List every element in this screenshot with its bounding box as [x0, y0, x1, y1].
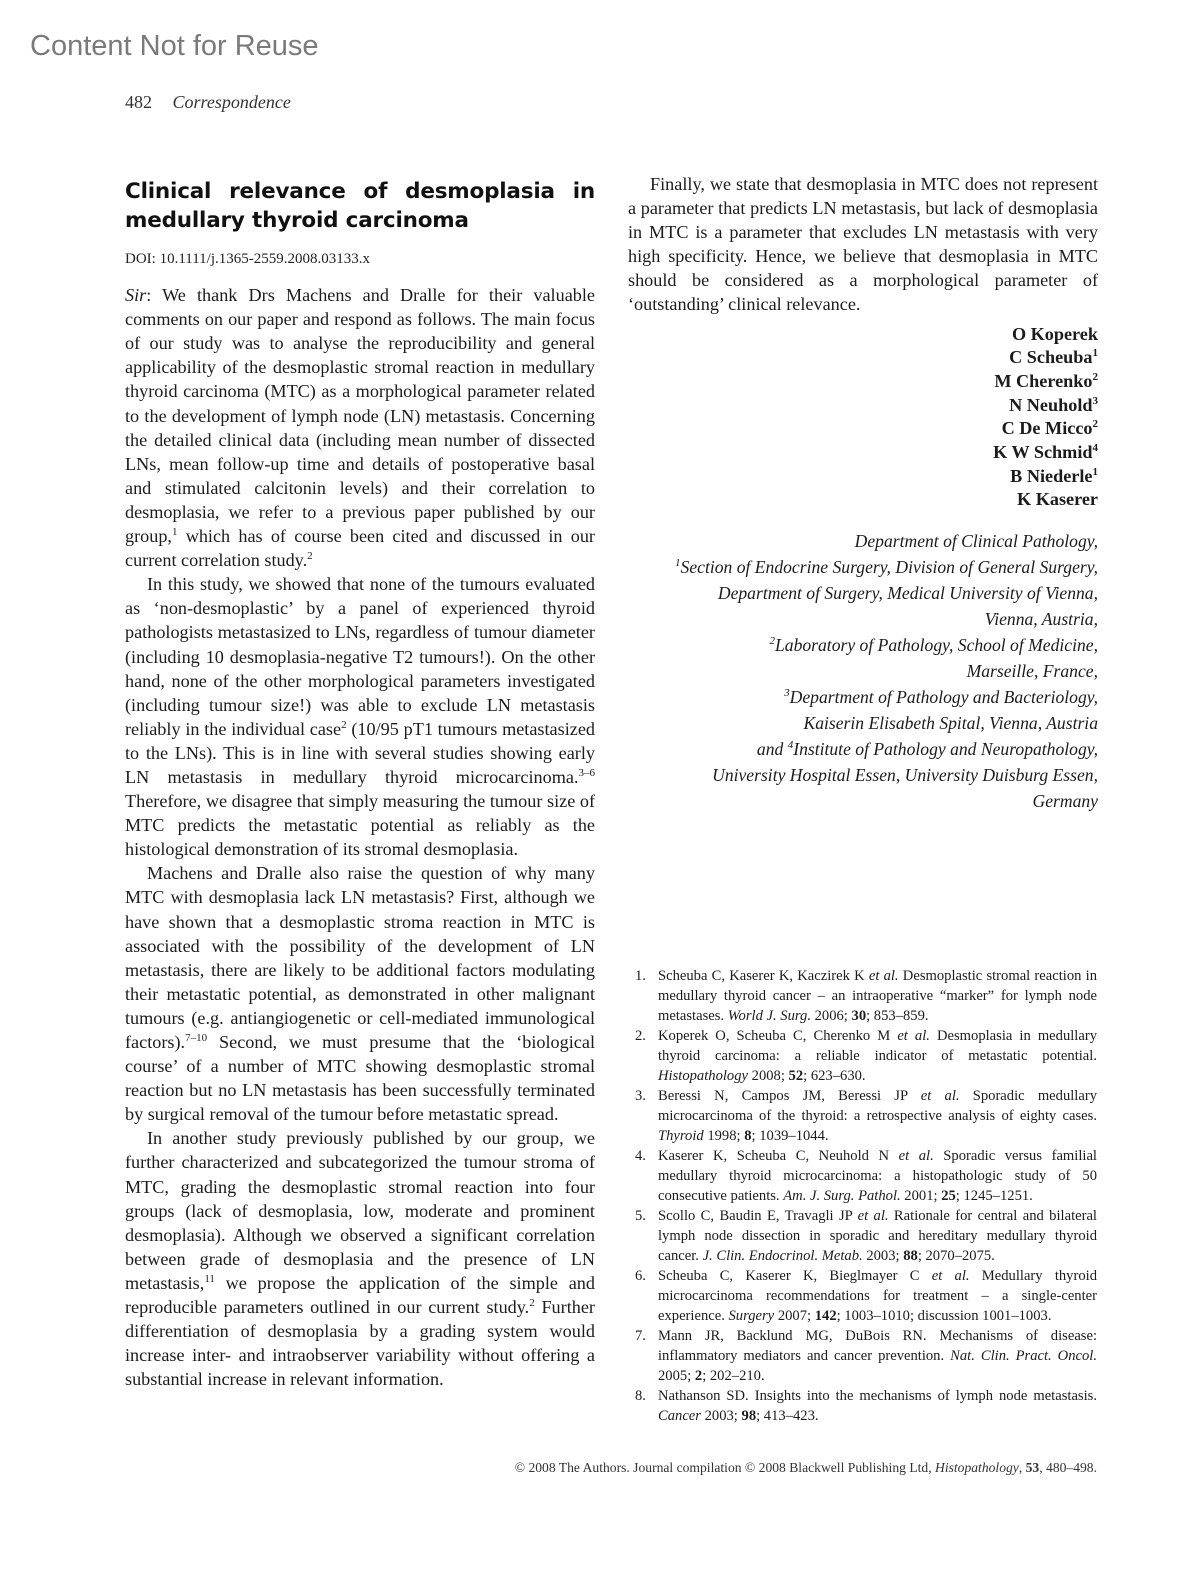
ref-pages: ; 623–630. [803, 1068, 866, 1084]
ref-authors: Scheuba C, Kaserer K, Bieglmayer C [658, 1268, 932, 1284]
paragraph-text: In this study, we showed that none of the tumours evaluated as ‘non-desmoplastic’ by a panel of experienced thyroid pathologists metastasized to LNs, regardless of tumour diameter (including 10 desmoplasia-negative T2 tumours!). On the other hand, none of the other morphological parameters investigated (including tumour size!) was able to exclude LN metastasis reliably in the individual case [125, 574, 595, 739]
reference-text [658, 1326, 1097, 1386]
ref-pages: ; 853–859. [866, 1008, 929, 1024]
ref-title: Desmoplasia in medullary thyroid carcinoma: a reliable indicator of metastatic potential. [658, 1028, 1097, 1064]
citation: 2 [341, 718, 347, 731]
ref-authors: Kaserer K, Scheuba C, Neuhold N [658, 1148, 899, 1164]
affiliation-mark: 1 [1092, 465, 1098, 478]
reference-number: 5. [635, 1208, 646, 1224]
affiliation-text: Department of Clinical Pathology, [854, 531, 1098, 552]
affiliation-mark: 3 [1092, 394, 1098, 407]
reference-number: 4. [635, 1148, 646, 1164]
doi: DOI: 10.1111/j.1365-2559.2008.03133.x [125, 251, 370, 267]
ref-title: Mechanisms of disease: inflammatory mediators and cancer prevention. [658, 1328, 1098, 1364]
watermark: Content Not for Reuse [30, 30, 319, 62]
paragraph-text: we propose the application of the simple and reproducible parameters outlined in our current study. [125, 1272, 595, 1318]
paragraph-text: Further differentiation of desmoplasia by a grading system would increase inter- and intraobserver variability without offering a substantial increase in relevant information. [125, 1297, 595, 1390]
ref-title: Desmoplastic stromal reaction in medullary thyroid cancer – an intraoperative “marker” for lymph node metastases. [658, 968, 1097, 1024]
author-name: K W Schmid [993, 442, 1093, 463]
left-column [125, 172, 595, 1391]
paragraph-text: Finally, we state that desmoplasia in MTC does not represent a parameter that predicts LN metastasis, but lack of desmoplasia in MTC is a parameter that excludes LN metastasis with very high specificity. Hence, we believe that desmoplasia in MTC should be considered as a morphological parameter of ‘outstanding’ clinical relevance. [628, 174, 1098, 315]
affiliation-line [628, 580, 1098, 606]
affiliation-line [628, 554, 1098, 580]
ref-journal: Nat. Clin. Pract. Oncol. [950, 1348, 1097, 1364]
affiliation-mark: 1 [1092, 347, 1098, 360]
author [628, 394, 1098, 418]
copyright-text: © 2008 The Authors. Journal compilation © 2008 Blackwell Publishing Ltd, [514, 1460, 935, 1475]
reference-item [635, 1266, 1097, 1326]
reference-text [658, 1206, 1097, 1266]
affiliation-mark: 2 [1092, 418, 1098, 431]
page-footer [515, 1460, 1097, 1476]
author [628, 441, 1098, 465]
author-name: M Cherenko [994, 370, 1093, 391]
citation: 11 [204, 1272, 215, 1285]
affiliation-mark: 3 [784, 687, 790, 700]
ref-volume: 30 [851, 1008, 867, 1024]
ref-etal: et al. [931, 1268, 970, 1284]
ref-authors: Scheuba C, Kaserer K, Kaczirek K [658, 968, 869, 984]
reference-item [635, 1326, 1097, 1386]
affiliation-mark: 2 [769, 635, 775, 648]
ref-volume: 88 [903, 1248, 918, 1264]
ref-title: Sporadic versus familial medullary thyroid microcarcinoma: a histopathologic study of 50 consecutive patients. [658, 1148, 1097, 1204]
author-name: B Niederle [1010, 465, 1093, 486]
ref-volume: 25 [941, 1188, 956, 1204]
reference-text [658, 1146, 1097, 1206]
ref-etal: et al. [897, 1028, 930, 1044]
author-name: K Kaserer [1017, 489, 1098, 510]
affiliation-mark: 1 [675, 557, 681, 570]
ref-year: 2008; [748, 1068, 789, 1084]
ref-year: 1998; [703, 1128, 745, 1144]
author-name: C De Micco [1001, 418, 1093, 439]
ref-etal: et al. [868, 968, 899, 984]
ref-volume: 2 [694, 1368, 703, 1384]
footer-pages: , 480–498. [1039, 1460, 1097, 1475]
ref-volume: 98 [741, 1408, 757, 1424]
ref-title: Medullary thyroid microcarcinoma recommendations for treatment – a single-center experience. [658, 1268, 1097, 1324]
author [628, 370, 1098, 394]
paragraph-text: which has of course been cited and discussed in our current correlation study. [125, 526, 595, 571]
footer-separator: , [1018, 1460, 1026, 1475]
reference-text [658, 1026, 1097, 1086]
author-list [628, 323, 1098, 513]
ref-authors: Nathanson SD. [658, 1388, 749, 1404]
ref-pages: ; 1245–1251. [955, 1188, 1033, 1204]
article-title: Clinical relevance of desmoplasia in medullary thyroid carcinoma [125, 179, 595, 233]
affiliation-text: Department of Pathology and Bacteriology, [789, 687, 1098, 708]
paragraph-3 [125, 861, 595, 1126]
ref-pages: ; 202–210. [702, 1368, 765, 1384]
ref-authors: Koperek O, Scheuba C, Cherenko M [658, 1028, 898, 1044]
affiliation-text: Laboratory of Pathology, School of Medicine, [774, 635, 1098, 656]
affiliation-line [628, 710, 1098, 736]
reference-number: 1. [635, 968, 646, 984]
ref-authors: Scollo C, Baudin E, Travagli JP [658, 1208, 858, 1224]
affiliation-text: Vienna, Austria, [984, 609, 1098, 630]
affiliation-text: Institute of Pathology and Neuropathology, [793, 739, 1098, 760]
ref-volume: 8 [744, 1128, 752, 1144]
author-name: N Neuhold [1009, 394, 1093, 415]
affiliation-line [628, 528, 1098, 554]
affiliation-line [628, 658, 1098, 684]
ref-journal: J. Clin. Endocrinol. Metab. [702, 1248, 863, 1264]
reference-item [635, 1026, 1097, 1086]
running-head [125, 92, 291, 113]
ref-title: Sporadic medullary microcarcinoma of the thyroid: a retrospective analysis of eighty cases. [658, 1088, 1097, 1124]
ref-year: 2001; [900, 1188, 942, 1204]
ref-journal: Surgery [728, 1308, 775, 1324]
citation: 2 [307, 550, 313, 563]
affiliation-line [628, 736, 1098, 762]
citation: 7–10 [185, 1031, 208, 1044]
affiliation-line [628, 632, 1098, 658]
paragraph-text: In another study previously published by our group, we further characterized and subcategorized the tumour stroma of MTC, grading the desmoplastic stromal reaction into four groups (lack of desmoplasia, low, moderate and prominent desmoplasia). Although we observed a significant correlation between grade of desmoplasia and the presence of LN metastasis, [125, 1128, 595, 1293]
ref-volume: 52 [788, 1068, 804, 1084]
citation: 1 [171, 525, 178, 538]
reference-number: 7. [635, 1328, 646, 1344]
ref-year: 2003; [862, 1248, 904, 1264]
ref-authors: Beressi N, Campos JM, Beressi JP [658, 1088, 921, 1104]
affiliation-text: University Hospital Essen, University Duisburg Essen, [712, 765, 1098, 786]
paragraph-5 [628, 172, 1098, 317]
affiliation-line [628, 684, 1098, 710]
affiliation-text: Section of Endocrine Surgery, Division of General Surgery, [680, 557, 1098, 578]
paragraph-1 [125, 283, 595, 572]
affiliations [628, 528, 1098, 814]
paragraph-text: (10/95 pT1 tumours metastasized to the LNs). This is in line with several studies showing early LN metastasis in medullary thyroid microcarcinoma. [125, 718, 595, 787]
reference-text [658, 1086, 1097, 1146]
ref-journal: Thyroid [658, 1128, 704, 1144]
author [628, 417, 1098, 441]
citation: 3–6 [578, 766, 595, 779]
ref-year: 2007; [774, 1308, 815, 1324]
affiliation-mark: 4 [1092, 442, 1098, 455]
footer-volume: 53 [1025, 1460, 1040, 1475]
reference-list [635, 966, 1097, 1426]
paragraph-text: : We thank Drs Machens and Dralle for their valuable comments on our paper and respond as follows. The main focus of our study was to analyse the reproducibility and general applicability of the desmoplastic stromal reaction in medullary thyroid carcinoma (MTC) as a morphological parameter related to the development of lymph node (LN) metastasis. Concerning the detailed clinical data (including mean number of dissected LNs, mean follow-up time and details of postoperative basal and stimulated calcitonin levels) and their correlation to desmoplasia, we refer to a previous paper published by our group, [125, 285, 595, 547]
citation: 2 [529, 1296, 535, 1309]
page-number: 482 [125, 92, 152, 112]
reference-item [635, 1086, 1097, 1146]
paragraph-4 [125, 1126, 595, 1391]
reference-number: 8. [635, 1388, 646, 1404]
ref-pages: ; 413–423. [756, 1408, 819, 1424]
ref-volume: 142 [814, 1308, 837, 1324]
ref-journal: World J. Surg. [727, 1008, 811, 1024]
reference-text [658, 1266, 1097, 1326]
affiliation-prefix: and [756, 739, 788, 760]
affiliation-line [628, 762, 1098, 788]
reference-item [635, 1206, 1097, 1266]
salutation: Sir [125, 285, 147, 306]
ref-year: 2005; [658, 1368, 695, 1384]
affiliation-line [628, 606, 1098, 632]
footer-journal: Histopathology [935, 1460, 1019, 1475]
ref-journal: Cancer [658, 1408, 701, 1424]
ref-etal: et al. [857, 1208, 889, 1224]
ref-authors: Mann JR, Backlund MG, DuBois RN. [658, 1328, 927, 1344]
author [628, 488, 1098, 512]
ref-pages: ; 1039–1044. [751, 1128, 829, 1144]
ref-journal: Histopathology [658, 1068, 748, 1084]
ref-year: 2003; [700, 1408, 742, 1424]
author-name: O Koperek [1011, 323, 1098, 344]
ref-title: Rationale for central and bilateral lymph node dissection in sporadic and hereditary medullary thyroid cancer. [658, 1208, 1097, 1264]
section-name: Correspondence [172, 92, 291, 112]
author [628, 346, 1098, 370]
reference-item [635, 1386, 1097, 1426]
ref-etal: et al. [898, 1148, 934, 1164]
paragraph-text: Machens and Dralle also raise the question of why many MTC with desmoplasia lack LN metastasis? First, although we have shown that a desmoplastic stroma reaction in MTC is associated with the possibility of the development of LN metastasis, there are likely to be additional factors modulating their metastatic potential, as demonstrated in other malignant tumours (e.g. antiangiogenetic or cell-mediated immunological factors). [125, 863, 595, 1052]
reference-item [635, 1146, 1097, 1206]
paragraph-text: Therefore, we disagree that simply measuring the tumour size of MTC predicts the metastatic potential as reliably as the histological demonstration of its stromal desmoplasia. [125, 791, 595, 860]
right-column [628, 172, 1098, 814]
reference-text [658, 966, 1097, 1026]
paragraph-2 [125, 572, 595, 861]
paragraph-text: Second, we must presume that the ‘biological course’ of a number of MTC showing desmoplastic stromal reaction but no LN metastasis has been successfully terminated by surgical removal of the tumour before metastatic spread. [125, 1032, 595, 1125]
affiliation-text: Marseille, France, [966, 661, 1098, 682]
reference-number: 3. [635, 1088, 646, 1104]
ref-pages: ; 1003–1010; discussion 1001–1003. [836, 1308, 1052, 1324]
reference-text [658, 1386, 1097, 1426]
affiliation-text: Germany [1032, 791, 1098, 812]
affiliation-text: Kaiserin Elisabeth Spital, Vienna, Austria [803, 713, 1098, 734]
author [628, 465, 1098, 489]
ref-title: Insights into the mechanisms of lymph node metastasis. [748, 1388, 1097, 1404]
reference-number: 6. [635, 1268, 646, 1284]
affiliation-mark: 2 [1092, 370, 1098, 383]
affiliation-mark: 4 [787, 739, 794, 752]
ref-year: 2006; [810, 1008, 852, 1024]
ref-pages: ; 2070–2075. [917, 1248, 995, 1264]
reference-number: 2. [635, 1028, 646, 1044]
author [628, 323, 1098, 347]
reference-item [635, 966, 1097, 1026]
author-name: C Scheuba [1009, 347, 1093, 368]
ref-journal: Am. J. Surg. Pathol. [783, 1188, 901, 1204]
ref-etal: et al. [920, 1088, 960, 1104]
affiliation-text: Department of Surgery, Medical University of Vienna, [717, 583, 1098, 604]
affiliation-line [628, 788, 1098, 814]
